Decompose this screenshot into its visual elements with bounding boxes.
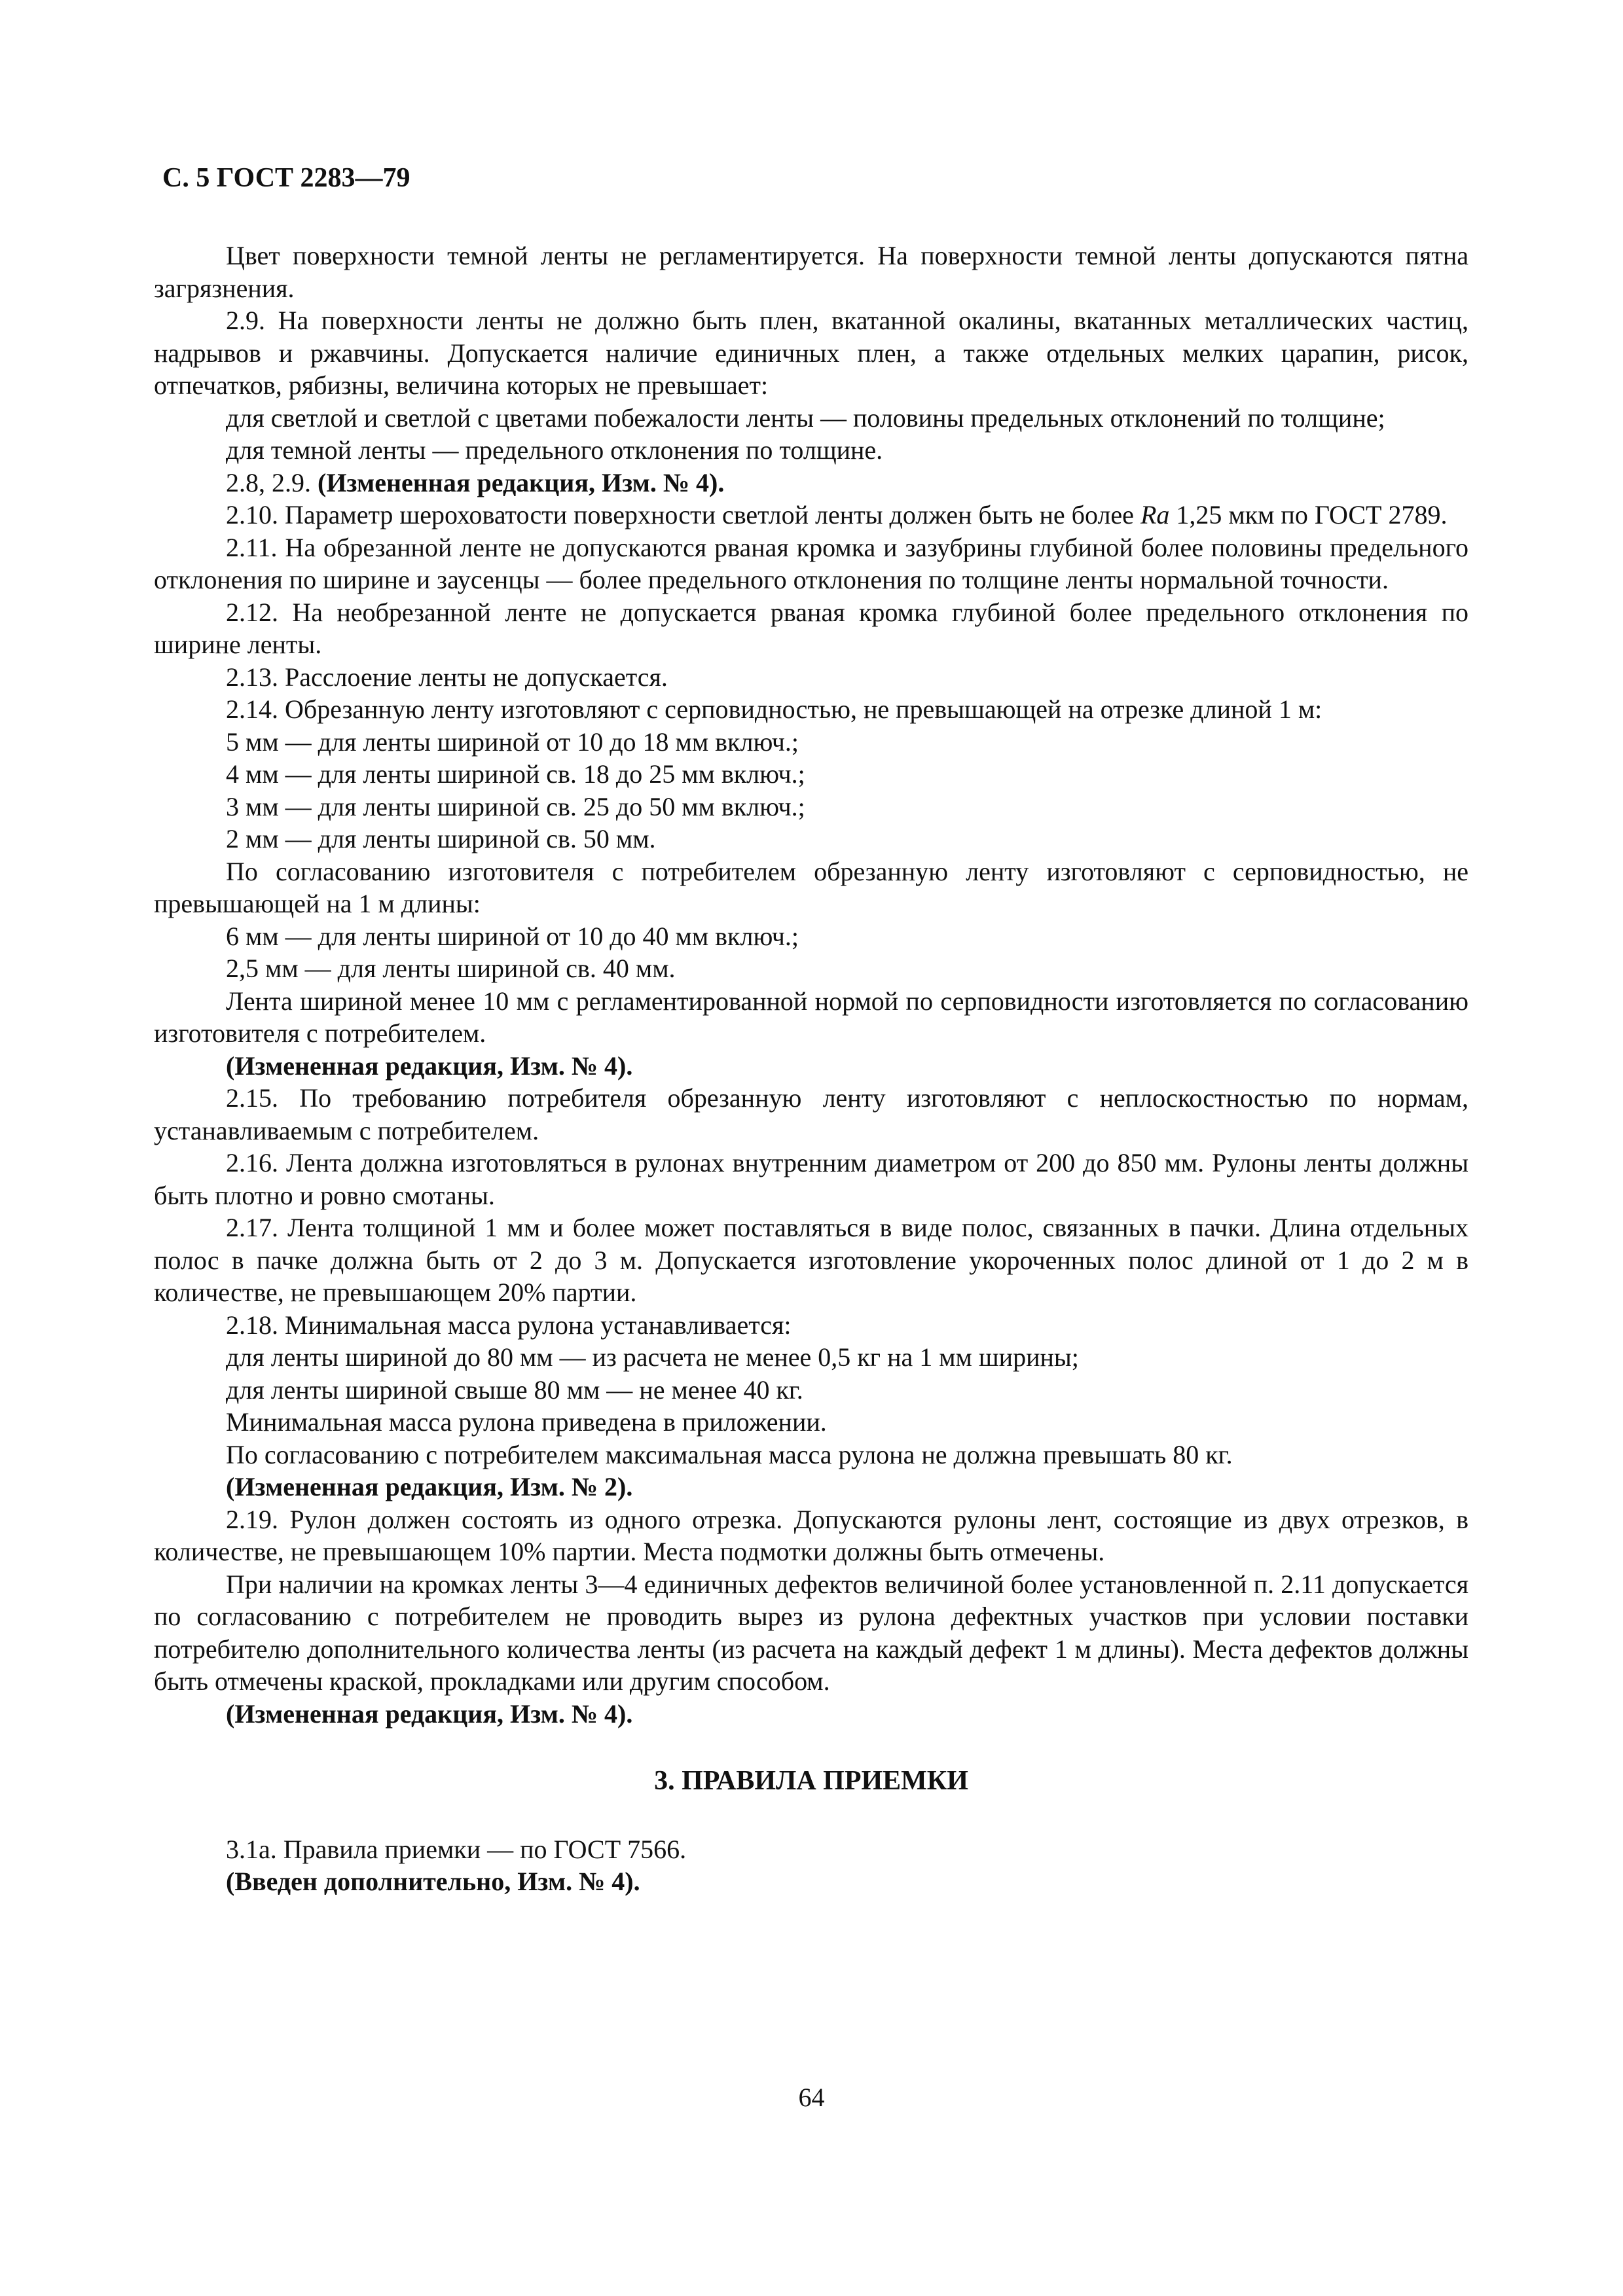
paragraph (154, 434, 1468, 467)
document-body (154, 240, 1468, 1898)
paragraph (154, 304, 1468, 402)
paragraph (154, 952, 1468, 985)
paragraph (154, 240, 1468, 304)
paragraph (154, 1082, 1468, 1147)
paragraph-text: 2.15. По требованию потребителя обрезанную ленту изготовляют с неплоскостностью по нормам, устанавливаемым с потребителем. (154, 1083, 1468, 1145)
paragraph-text: При наличии на кромках ленты 3—4 единичных дефектов величиной более установленной п. 2.11 допускается по согласованию с потребителем не проводить вырез из рулона дефектных участков при условии поставки потребителю дополнительного количества ленты (из расчета на каждый дефект 1 м длины). Места дефектов должны быть отмечены краской, прокладками или другим способом. (154, 1569, 1468, 1696)
paragraph (154, 1406, 1468, 1439)
paragraph (154, 499, 1468, 531)
paragraph (154, 855, 1468, 920)
paragraph (154, 1211, 1468, 1309)
paragraph-text: 3 мм — для ленты шириной св. 25 до 50 мм включ.; (226, 791, 805, 821)
paragraph (154, 402, 1468, 435)
paragraph-text: Цвет поверхности темной ленты не регламентируется. На поверхности темной ленты допускаются пятна загрязнения. (154, 241, 1468, 303)
paragraph-text: 2.12. На необрезанной ленте не допускается рваная кромка глубиной более предельного отклонения по ширине ленты. (154, 597, 1468, 659)
paragraph-text: 2.10. Параметр шероховатости поверхности светлой ленты должен быть не более (226, 500, 1134, 529)
page-header: С. 5 ГОСТ 2283—79 (162, 163, 410, 193)
paragraph-text: Минимальная масса рулона приведена в приложении. (226, 1407, 827, 1437)
paragraph-prefix: 2.8, 2.9. (226, 467, 318, 497)
paragraph-text: 2.18. Минимальная масса рулона устанавливается: (226, 1310, 792, 1340)
paragraph-text: 6 мм — для ленты шириной от 10 до 40 мм включ.; (226, 921, 799, 951)
paragraph-list (154, 240, 1468, 1730)
paragraph-text: для ленты шириной до 80 мм — из расчета не менее 0,5 кг на 1 мм ширины; (226, 1342, 1079, 1372)
paragraph-text: Лента шириной менее 10 мм с регламентированной нормой по серповидности изготовляется по согласованию изготовителя с потребителем. (154, 986, 1468, 1048)
paragraph-text: 2.16. Лента должна изготовляться в рулонах внутренним диаметром от 200 до 850 мм. Рулоны ленты должны быть плотно и ровно смотаны. (154, 1148, 1468, 1210)
paragraph (154, 1374, 1468, 1407)
paragraph (154, 758, 1468, 791)
paragraph (154, 1568, 1468, 1698)
paragraph (154, 920, 1468, 953)
paragraph-text: 2.13. Расслоение ленты не допускается. (226, 662, 668, 692)
paragraph-text: 2.9. На поверхности ленты не должно быть плен, вкатанной окалины, вкатанных металлических частиц, надрывов и ржавчины. Допускается наличие единичных плен, а также отдельных мелких царапин, рисок, отпечатков, рябизны, величина которых не превышает: (154, 306, 1468, 400)
paragraph (154, 985, 1468, 1050)
paragraph-text: 2 мм — для ленты шириной св. 50 мм. (226, 824, 656, 853)
paragraph (154, 1503, 1468, 1568)
paragraph (154, 1147, 1468, 1211)
amendment-note: (Измененная редакция, Изм. № 4). (226, 1698, 633, 1729)
paragraph (154, 791, 1468, 823)
paragraph-text: 5 мм — для ленты шириной от 10 до 18 мм включ.; (226, 726, 799, 757)
paragraph (154, 1050, 1468, 1083)
paragraph (154, 1439, 1468, 1471)
paragraph (154, 693, 1468, 726)
paragraph-text: для светлой и светлой с цветами побежалости ленты — половины предельных отклонений по толщине; (226, 403, 1385, 433)
paragraph-text: для ленты шириной свыше 80 мм — не менее 40 кг. (226, 1374, 803, 1405)
paragraph-text: 3.1а. Правила приемки — по ГОСТ 7566. (226, 1834, 687, 1864)
section-paragraph-list (154, 1833, 1468, 1898)
paragraph (154, 1698, 1468, 1731)
paragraph-text: По согласованию с потребителем максимальная масса рулона не должна превышать 80 кг. (226, 1439, 1233, 1469)
amendment-note: (Измененная редакция, Изм. № 4). (226, 1050, 633, 1081)
paragraph (154, 467, 1468, 499)
paragraph (154, 823, 1468, 855)
amendment-note: (Измененная редакция, Изм. № 4). (318, 467, 725, 497)
paragraph (154, 1341, 1468, 1374)
paragraph-text-continued: 1,25 мкм по ГОСТ 2789. (1176, 500, 1448, 529)
paragraph (154, 661, 1468, 694)
paragraph-text: для темной ленты — предельного отклонения по толщине. (226, 435, 883, 465)
paragraph-text: 2.14. Обрезанную ленту изготовляют с серповидностью, не превышающей на отрезке длиной 1 м: (226, 694, 1322, 724)
paragraph-text: 2.17. Лента толщиной 1 мм и более может поставляться в виде полос, связанных в пачки. Длина отдельных полос в пачке должна быть от 2 до 3 м. Допускается изготовление укороченных полос длиной от 1 до 2 м в количестве, не превышающем 20% партии. (154, 1213, 1468, 1307)
paragraph (154, 1471, 1468, 1503)
roughness-symbol: Ra (1140, 500, 1170, 529)
paragraph-text: 2.11. На обрезанной ленте не допускаются рваная кромка и зазубрины глубиной более половины предельного отклонения по ширине и заусенцы — более предельного отклонения по толщине ленты нормальной точности. (154, 532, 1468, 594)
paragraph-text: 2,5 мм — для ленты шириной св. 40 мм. (226, 954, 676, 983)
paragraph (154, 531, 1468, 596)
paragraph (154, 1865, 1468, 1898)
paragraph-text: 2.19. Рулон должен состоять из одного отрезка. Допускаются рулоны лент, состоящие из двух отрезков, в количестве, не превышающем 10% партии. Места подмотки должны быть отмечены. (154, 1504, 1468, 1566)
page-number: 64 (798, 2083, 825, 2112)
paragraph-text: По согласованию изготовителя с потребителем обрезанную ленту изготовляют с серповидностью, не превышающей на 1 м длины: (154, 856, 1468, 918)
paragraph (154, 726, 1468, 759)
amendment-note: (Измененная редакция, Изм. № 2). (226, 1472, 633, 1501)
paragraph (154, 596, 1468, 661)
paragraph (154, 1309, 1468, 1342)
paragraph-text: 4 мм — для ленты шириной св. 18 до 25 мм включ.; (226, 759, 805, 789)
paragraph (154, 1833, 1468, 1866)
section-title: 3. ПРАВИЛА ПРИЕМКИ (654, 1766, 968, 1796)
amendment-note: (Введен дополнительно, Изм. № 4). (226, 1867, 640, 1896)
